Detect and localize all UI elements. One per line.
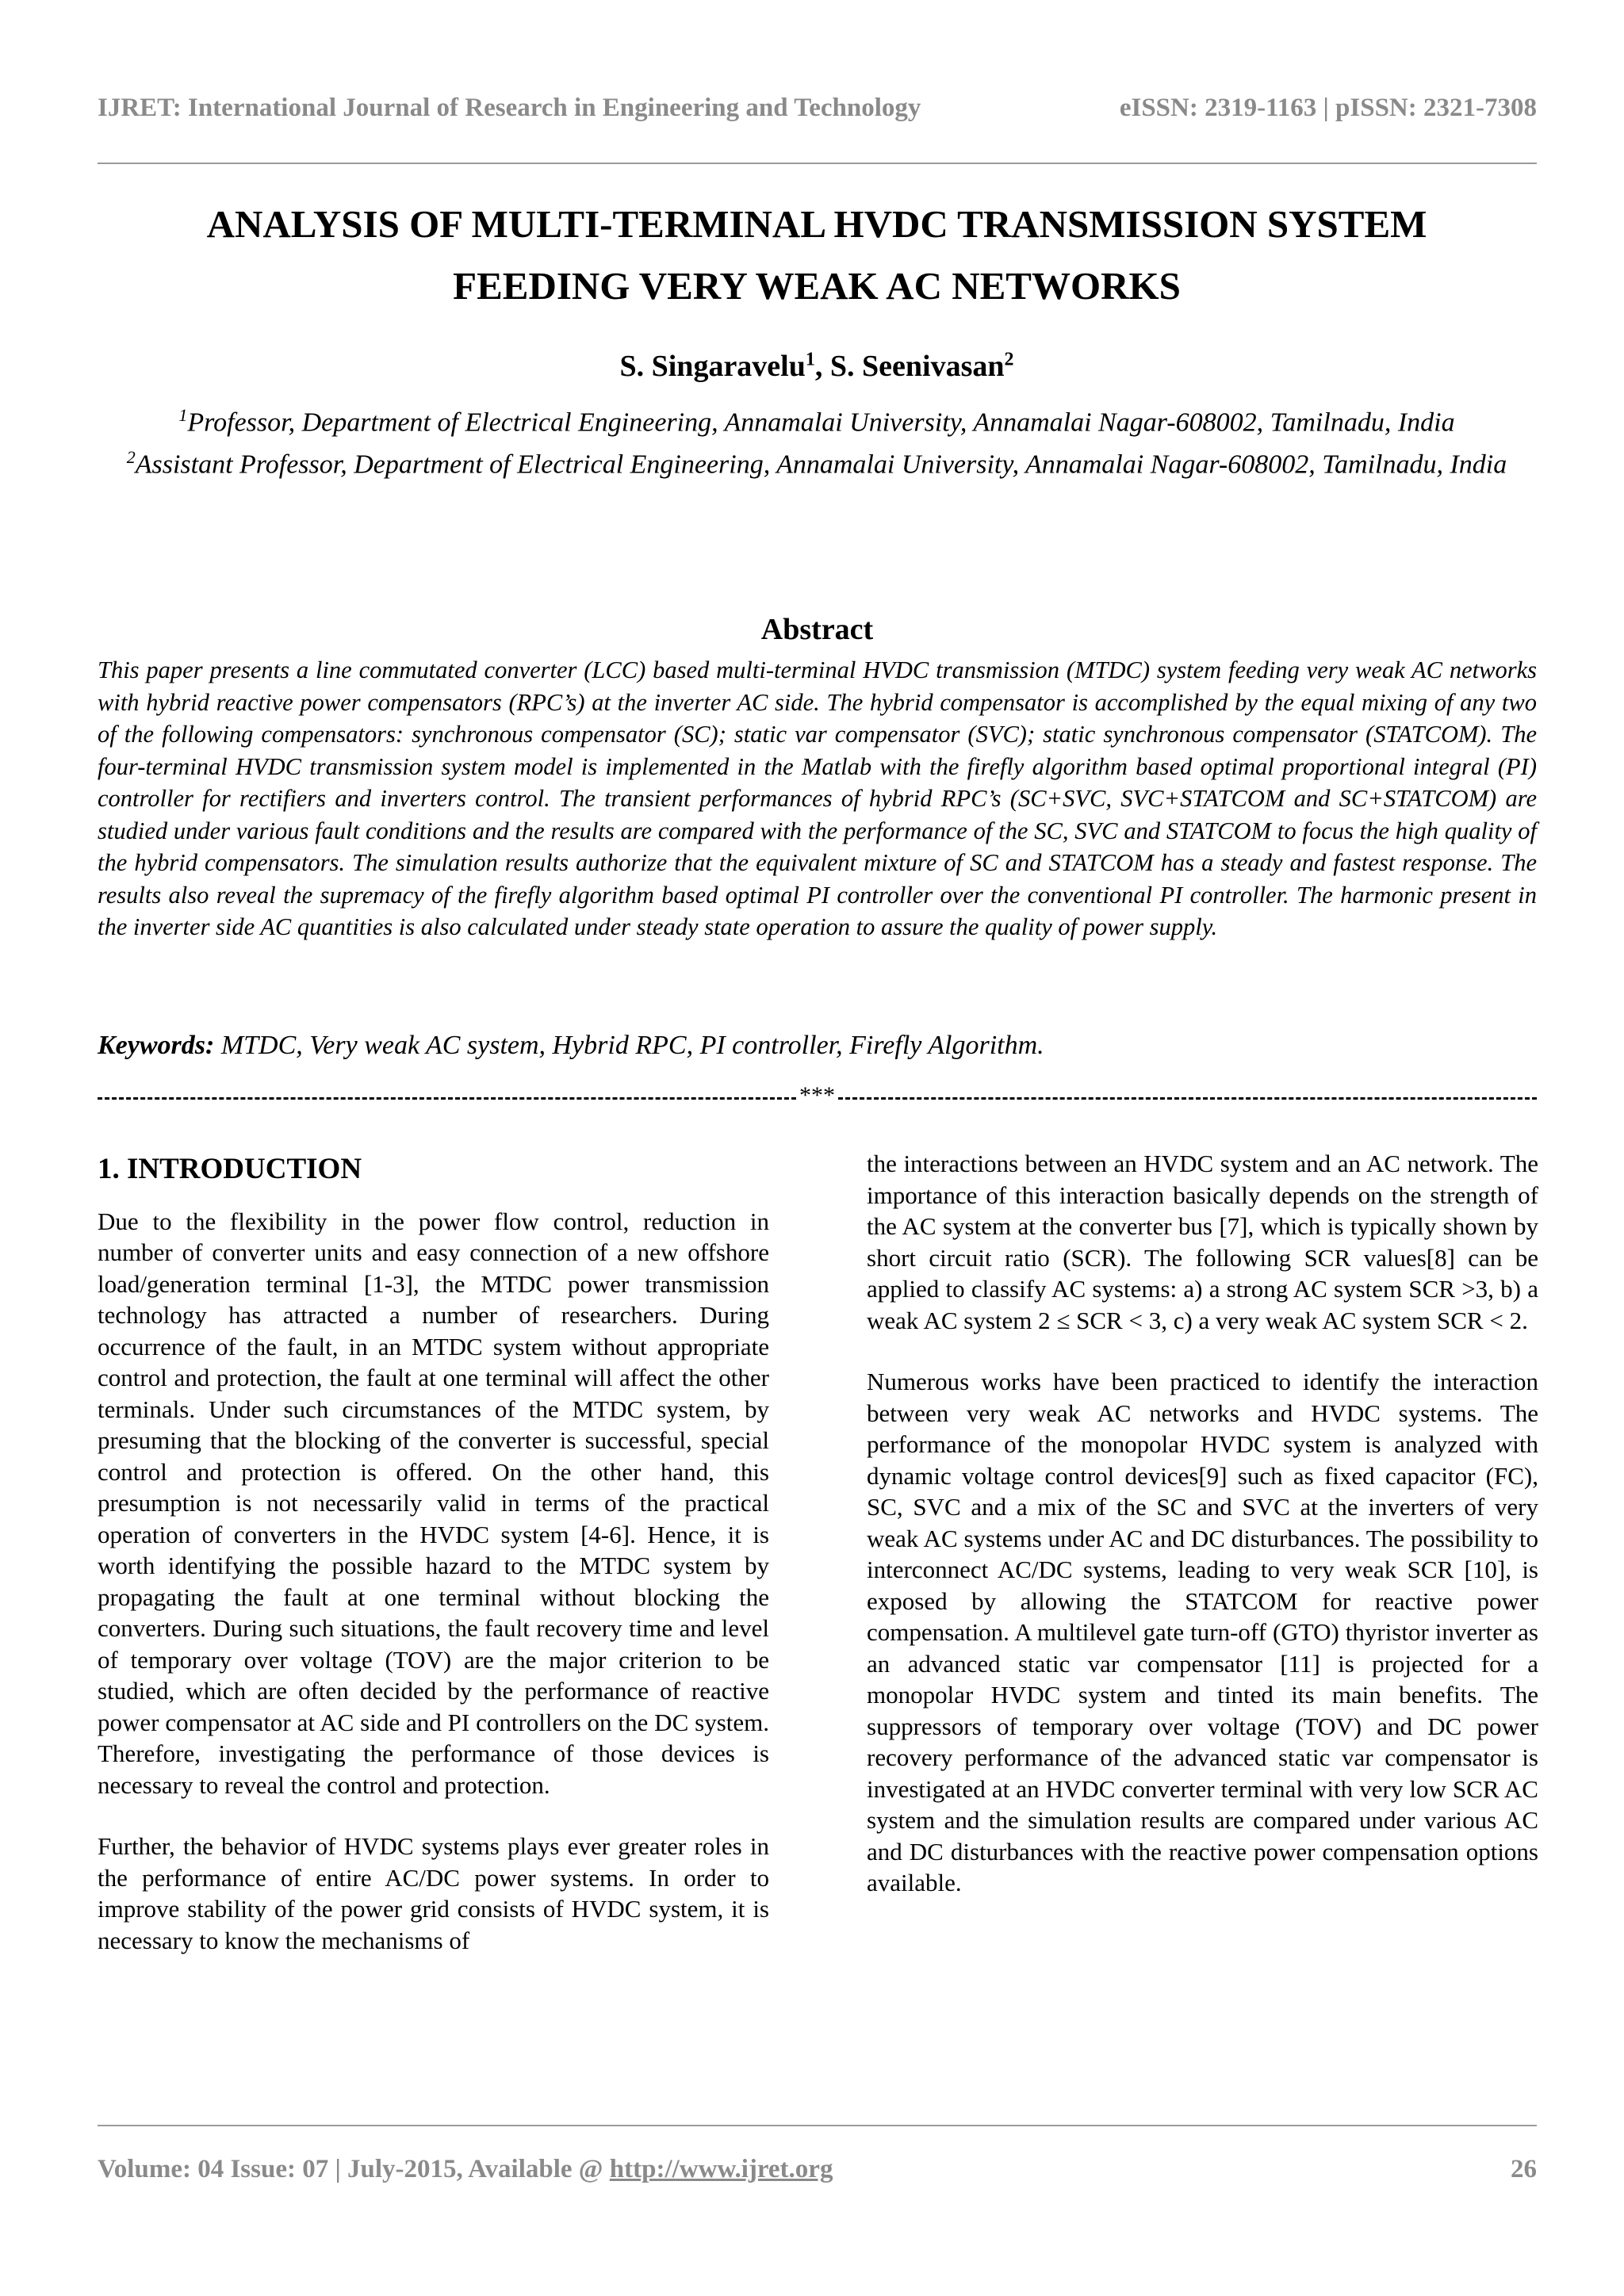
author-2: S. Seenivasan xyxy=(829,350,1005,383)
author-1-sup: 1 xyxy=(805,349,815,370)
title-line-1: ANALYSIS OF MULTI-TERMINAL HVDC TRANSMISSION SYSTEM xyxy=(206,202,1427,246)
section-separator xyxy=(98,1080,1537,1112)
keywords-text: MTDC, Very weak AC system, Hybrid RPC, PI controller, Firefly Algorithm. xyxy=(214,1031,1044,1060)
authors xyxy=(79,349,1554,384)
page-number: 26 xyxy=(1511,2155,1537,2183)
keywords xyxy=(98,1031,1537,1061)
body-paragraph: the interactions between an HVDC system and an AC network. The importance of this interaction basically depends on the strength of the AC system at the converter bus [7], which is typically shown by short circuit ratio (SCR). The following SCR values[8] can be applied to classify AC systems: a) a strong AC system SCR >3, b) a weak AC system 2 ≤ SCR < 3, c) a very weak AC system SCR < 2. xyxy=(867,1150,1538,1334)
author-1: S. Singaravelu xyxy=(619,350,806,383)
keywords-label: Keywords: xyxy=(98,1031,215,1060)
separator-dash-left xyxy=(98,1097,796,1100)
column-right xyxy=(867,1148,1538,1929)
body-paragraph: Further, the behavior of HVDC systems plays ever greater roles in the performance of entire AC/DC power systems. In order to improve stability of the power grid consists of HVDC system, it is necessary to know the mechanisms of xyxy=(98,1832,769,1954)
title-block xyxy=(79,198,1554,483)
abstract-text: This paper presents a line commutated converter (LCC) based multi-terminal HVDC transmission (MTDC) system feeding very weak AC networks with hybrid reactive power compensators (RPC’s) at the inverter AC side. The hybrid compensator is accomplished by the equal mixing of any two of the following compensators: synchronous compensator (SC); static var compensator (SVC); static synchronous compensator (STATCOM). The four-terminal HVDC transmission system model is implemented in the Matlab with the firefly algorithm based optimal proportional integral (PI) controller for rectifiers and inverters control. The transient performances of hybrid RPC’s (SC+SVC, SVC+STATCOM and SC+STATCOM) are studied under various fault conditions and the results are compared with the performance of the SC, SVC and STATCOM to focus the high quality of the hybrid compensators. The simulation results authorize that the equivalent mixture of SC and STATCOM has a steady and fastest response. The results also reveal the supremacy of the firefly algorithm based optimal PI controller over the conventional PI controller. The harmonic present in the inverter side AC quantities is also calculated under steady state operation to assure the quality of power supply. xyxy=(98,656,1537,940)
issn: eISSN: 2319-1163 | pISSN: 2321-7308 xyxy=(1119,94,1537,122)
body-paragraph: Due to the flexibility in the power flow control, reduction in number of converter units and easy connection of a new offshore load/generation terminal [1-3], the MTDC power transmission technology has attracted a number of researchers. During occurrence of the fault, in an MTDC system without appropriate control and protection, the fault at one terminal will affect the other terminals. Under such circumstances of the MTDC system, by presuming that the blocking of the converter is successful, special control and protection is offered. On the other hand, this presumption is not necessarily valid in terms of the practical operation of converters in the HVDC system [4-6]. Hence, it is worth identifying the possible hazard to the MTDC system by propagating the fault at one terminal without blocking the converters. During such situations, the fault recovery time and level of temporary over voltage (TOV) are the major criterion to be studied, which are often decided by the performance of reactive power compensator at AC side and PI controllers on the DC system. Therefore, investigating the performance of those devices is necessary to reveal the control and protection. xyxy=(98,1207,769,1799)
footer-volume xyxy=(98,2155,833,2184)
header-rule xyxy=(98,163,1537,164)
journal-name: IJRET: International Journal of Research in Engineering and Technology xyxy=(98,94,921,122)
page-header xyxy=(98,94,1537,123)
affiliations xyxy=(79,398,1554,483)
footer-volume-text: Volume: 04 Issue: 07 | July-2015, Available @ xyxy=(98,2155,610,2183)
author-2-sup: 2 xyxy=(1004,349,1014,370)
column-left xyxy=(98,1154,769,1986)
affiliation-2-text: Assistant Professor, Department of Electrical Engineering, Annamalai University, Annamalai Nagar-608002, Tamilnadu, India xyxy=(135,450,1507,480)
page-footer xyxy=(98,2155,1537,2184)
paper-title xyxy=(79,198,1554,312)
footer-link[interactable]: http://www.ijret.org xyxy=(609,2155,833,2183)
affiliation-2-sup: 2 xyxy=(126,447,136,468)
separator-stars: *** xyxy=(799,1082,835,1108)
affiliation-1 xyxy=(79,398,1554,440)
title-line-2: FEEDING VERY WEAK AC NETWORKS xyxy=(453,264,1181,308)
separator-dash-right xyxy=(838,1097,1537,1100)
abstract-heading: Abstract xyxy=(760,613,874,646)
affiliation-1-sup: 1 xyxy=(178,405,188,425)
affiliation-1-text: Professor, Department of Electrical Engineering, Annamalai University, Annamalai Nagar-608002, Tamilnadu, India xyxy=(187,408,1455,438)
body-paragraph: Numerous works have been practiced to identify the interaction between very weak AC networks and HVDC systems. The performance of the monopolar HVDC system is analyzed with dynamic voltage control devices[9] such as fixed capacitor (FC), SC, SVC and a mix of the SC and SVC at the inverters of very weak AC systems under AC and DC disturbances. The possibility to interconnect AC/DC systems, leading to very weak SCR [10], is exposed by allowing the STATCOM for reactive power compensation. A multilevel gate turn-off (GTO) thyristor inverter as an advanced static var compensator [11] is projected for a monopolar HVDC system and tinted its main benefits. The suppressors of temporary over voltage (TOV) and DC power recovery performance of the advanced static var compensator is investigated at an HVDC converter terminal with very low SCR AC system and the simulation results are compared under various AC and DC disturbances with the reactive power compensation options available. xyxy=(867,1368,1538,1896)
footer-rule xyxy=(98,2125,1537,2126)
affiliation-2 xyxy=(79,440,1554,482)
author-separator: , xyxy=(814,350,830,383)
section-heading: 1. INTRODUCTION xyxy=(98,1153,362,1185)
